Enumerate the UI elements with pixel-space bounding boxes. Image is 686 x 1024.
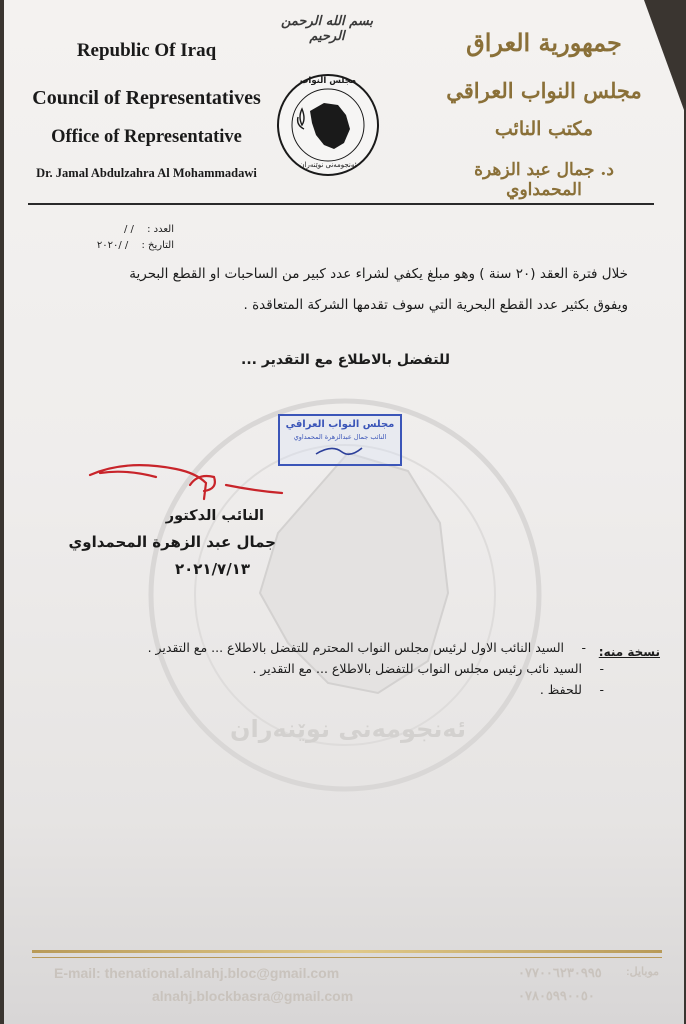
header-en-council: Council of Representatives [32,87,261,109]
watermark-text: ئەنجومەنی نوێنەران [230,715,466,743]
copy-item [144,661,604,682]
basmala: بسم الله الرحمن الرحيم [281,14,373,44]
handwritten-signature-icon [86,455,286,505]
ref-date [48,240,174,251]
signature-date: ٢٠٢١/٧/١٣ [174,560,250,578]
list-dash: - [599,661,604,676]
header-en-name: Dr. Jamal Abdulzahra Al Mohammadawi [36,166,257,180]
stamp-initials-icon [312,442,372,460]
footer-mobile-2: ٠٧٨٠٥٩٩٠٠٥٠ [518,988,595,1003]
stamp-line-1: مجلس النواب العراقي [285,419,395,430]
official-stamp [278,414,402,466]
header-en-country: Republic Of Iraq [76,40,217,61]
signatory-title: النائب الدكتور [165,508,264,524]
header-ar-name: د. جمال عبد الزهرة المحمداوي [474,160,614,200]
list-dash: - [581,640,586,655]
ref-date-value: / /٢٠٢٠ [96,240,129,251]
seal-bottom-text: ئەنجومەنی نوێنەران [299,161,357,169]
seal-top-text: مجلس النواب [299,76,357,86]
copy-item [144,640,586,661]
ref-date-label: التاريخ : [141,240,174,251]
header-en-office: Office of Representative [51,127,242,147]
header-ar-office: مكتب النائب [494,118,594,140]
footer-mobile-label: موبايل: [626,966,660,978]
letter-page [4,0,684,1024]
footer-email-1: E-mail: thenational.alnahj.bloc@gmail.com [54,965,340,981]
signatory-name: جمال عبد الزهرة المحمداوي [68,533,276,551]
folded-corner [644,0,684,110]
header-divider [28,203,654,205]
header-ar-country: جمهورية العراق [466,28,622,57]
body-line-1: خلال فترة العقد (٢٠ سنة ) وهو مبلغ يكفي لشراء عدد كبير من الساحبات او القطع البحرية [129,266,628,282]
stamp-line-2: النائب جمال عبدالزهرة المحمداوي [293,433,387,441]
copy-item-text: السيد النائب الاول لرئيس مجلس النواب المحترم للتفضل بالاطلاع ... مع التقدير . [147,640,564,655]
list-dash: - [599,682,604,697]
footer-email-2: alnahj.blockbasra@gmail.com [152,988,354,1004]
footer-divider-thin [32,957,662,958]
ref-number-label: العدد : [147,224,174,235]
ref-number [64,224,174,235]
parliament-seal [276,73,380,177]
footer-divider-gold [32,950,662,953]
copies-to-label: نسخة منه: [598,645,660,659]
copy-item-text: للحفظ . [539,682,582,697]
copy-item [144,682,604,703]
copy-item-text: السيد نائب رئيس مجلس النواب للتفضل بالاطلاع ... مع التقدير . [252,661,582,676]
ref-number-value: / / [123,224,134,235]
footer-mobile-1: ٠٧٧٠٠٦٢٣٠٩٩٥ [518,965,602,980]
closing-line: للتفضل بالاطلاع مع التقدير ... [241,352,450,368]
body-line-2: ويفوق بكثير عدد القطع البحرية التي سوف تقدمها الشركة المتعاقدة . [243,297,628,313]
copies-to-section [144,640,660,703]
header-ar-council: مجلس النواب العراقي [446,78,642,103]
